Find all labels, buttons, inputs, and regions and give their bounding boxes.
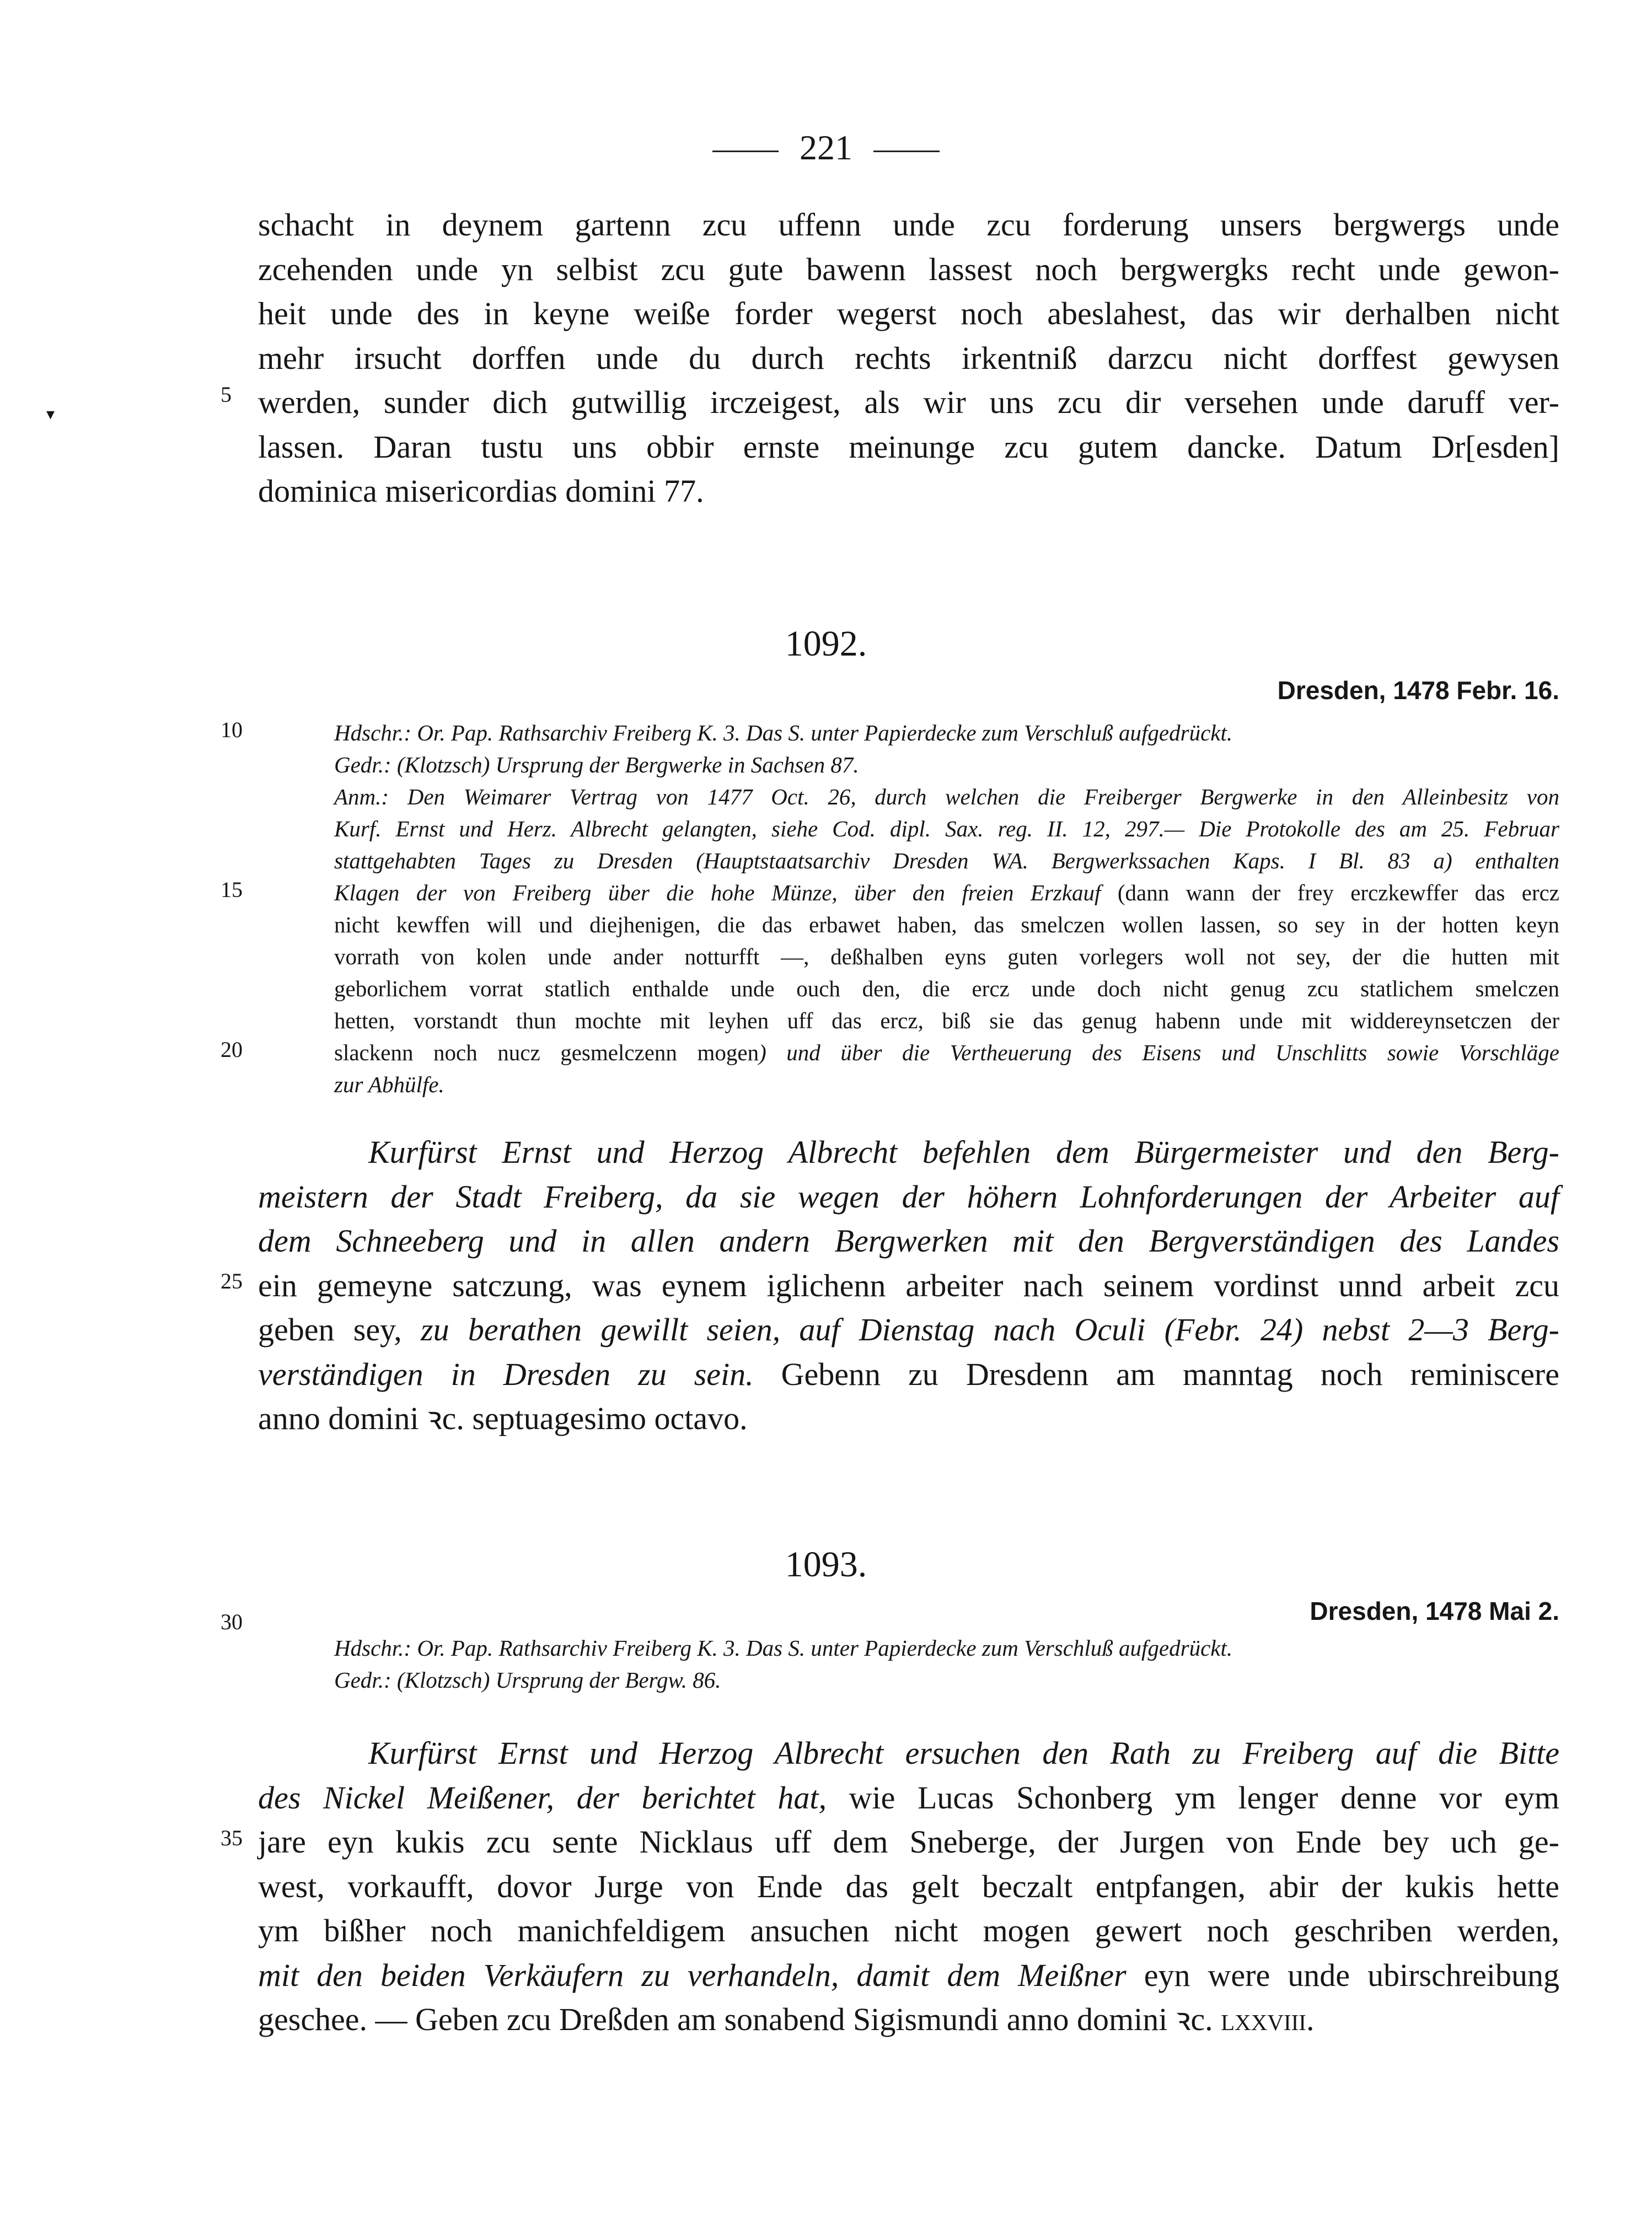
note-anm: zur Abhülfe. xyxy=(334,1072,444,1097)
line-number: 25 xyxy=(221,1269,243,1293)
text-line: schacht in deynem gartenn zcu uffenn unde zcu forderung unsers bergwergs unde xyxy=(258,207,1559,243)
line-number: 35 xyxy=(221,1826,243,1850)
text-roman: geben sey, xyxy=(258,1312,421,1347)
text-roman: geschee. — Geben zcu Dreßden am sonabend Sigismundi anno domini ꝛc. xyxy=(258,2001,1221,2037)
note-hdschr: Hdschr.: Or. Pap. Rathsarchiv Freiberg K. 3. Das S. unter Papierdecke zum Verschluß aufgedrückt. xyxy=(334,720,1233,745)
text-line xyxy=(258,1352,1559,1397)
note-anm-part: Kurf. Ernst und Herz. Albrecht gelangten, siehe Cod. dipl. Sax. reg. II. 12, 297.— Die Protokolle des am 25. Februar xyxy=(334,816,1559,841)
line-number: 20 xyxy=(221,1037,243,1062)
text-line xyxy=(258,1953,1559,1998)
note-anm xyxy=(334,877,1559,909)
text-line: jare eyn kukis zcu sente Nicklaus uff dem Sneberge, der Jurgen von Ende bey uch ge- xyxy=(258,1824,1559,1860)
text-line: anno domini ꝛc. septuagesimo octavo. xyxy=(258,1400,748,1436)
continuation-text xyxy=(258,203,1559,514)
text-line: ein gemeyne satczung, was eynem iglichenn arbeiter nach seinem vordinst unnd arbeit zcu xyxy=(258,1267,1559,1303)
doc-1092-notes xyxy=(334,717,1559,1100)
note-gedr: Gedr.: (Klotzsch) Ursprung der Bergw. 86. xyxy=(334,1667,721,1693)
doc-1093-body xyxy=(258,1731,1559,2042)
text-roman: eyn were unde ubirschreibung xyxy=(1126,1957,1559,1993)
text-line xyxy=(258,1776,1559,1821)
text-line: dominica misericordias domini 77. xyxy=(258,473,704,509)
line-number: 15 xyxy=(221,877,243,902)
note-anm-italic: ) und über die Vertheuerung des Eisens und Unschlitts sowie Vorschläge xyxy=(759,1040,1559,1065)
text-line: Kurfürst Ernst und Herzog Albrecht ersuchen den Rath zu Freiberg auf die Bitte xyxy=(368,1735,1559,1771)
text-italic: verständigen in Dresden zu sein. xyxy=(258,1356,754,1392)
text-smallcaps: lxxviii. xyxy=(1221,2001,1315,2037)
text-italic: mit den beiden Verkäufern zu verhandeln, damit dem Meißner xyxy=(258,1957,1127,1993)
header-rule-left xyxy=(712,151,779,152)
doc-1093-notes xyxy=(334,1632,1559,1696)
note-gedr: Gedr.: (Klotzsch) Ursprung der Bergwerke in Sachsen 87. xyxy=(334,752,859,777)
note-anm xyxy=(334,813,1559,845)
text-italic: des Nickel Meißener, der berichtet hat, xyxy=(258,1779,827,1816)
note-anm-italic: Klagen der von Freiberg über die hohe Münze, über den freien Erzkauf xyxy=(334,880,1101,905)
text-line: meistern der Stadt Freiberg, da sie wegen der höhern Lohnforderungen der Arbeiter auf xyxy=(258,1178,1559,1215)
text-line: zcehenden unde yn selbist zcu gute bawenn lassest noch bergwergks recht unde gewon- xyxy=(258,251,1559,287)
text-line xyxy=(258,1308,1559,1352)
note-anm-roman: slackenn noch nucz gesmelczenn mogen xyxy=(334,1040,759,1065)
note-anm-roman: (dann wann der frey erczkewffer das ercz xyxy=(1101,880,1559,905)
text-line: west, vorkaufft, dovor Jurge von Ende das gelt beczalt entpfangen, abir der kukis hette xyxy=(258,1868,1559,1904)
doc-1092-number: 1092. xyxy=(785,624,867,664)
text-line: dem Schneeberg und in allen andern Bergwerken mit den Bergverständigen des Landes xyxy=(258,1223,1559,1259)
doc-1093-place-date: Dresden, 1478 Mai 2. xyxy=(1310,1597,1559,1625)
margin-mark: ▾ xyxy=(46,405,55,423)
note-anm xyxy=(334,1037,1559,1069)
text-line: mehr irsucht dorffen unde du durch rechts irkentniß darzcu nicht dorffest gewysen xyxy=(258,340,1559,376)
line-number: 30 xyxy=(221,1609,243,1634)
page-header xyxy=(0,126,1652,170)
text-line: heit unde des in keyne weiße forder wegerst noch abeslahest, das wir derhalben nicht xyxy=(258,296,1559,331)
text-roman: wie Lucas Schonberg ym lenger denne vor eym xyxy=(827,1779,1559,1816)
doc-1092-body xyxy=(258,1130,1559,1441)
text-roman: Gebenn zu Dresdenn am manntag noch reminiscere xyxy=(753,1356,1559,1392)
note-hdschr: Hdschr.: Or. Pap. Rathsarchiv Freiberg K. 3. Das S. unter Papierdecke zum Verschluß aufgedrückt. xyxy=(334,1635,1233,1661)
note-anm: hetten, vorstandt thun mochte mit leyhen uff das ercz, biß sie das genug habenn unde mit widdereynsetczen der xyxy=(334,1008,1559,1033)
text-line: werden, sunder dich gutwillig irczeigest, als wir uns zcu dir versehen unde daruff ver- xyxy=(258,384,1559,420)
doc-1092-place-date: Dresden, 1478 Febr. 16. xyxy=(1277,676,1559,705)
line-number: 10 xyxy=(221,717,243,742)
text-line: ym bißher noch manichfeldigem ansuchen nicht mogen gewert noch geschriben werden, xyxy=(258,1913,1559,1948)
header-rule-right xyxy=(873,151,940,152)
page-number: 221 xyxy=(800,128,852,167)
text-italic: zu berathen gewillt seien, auf Dienstag nach Oculi (Febr. 24) nebst 2—3 Berg- xyxy=(421,1312,1559,1347)
note-anm: stattgehabten Tages zu Dresden (Hauptstaatsarchiv Dresden WA. Bergwerkssachen Kaps. I Bl. 83 a) enthalten xyxy=(334,848,1559,873)
text-line: Kurfürst Ernst und Herzog Albrecht befehlen dem Bürgermeister und den Berg- xyxy=(368,1134,1559,1170)
line-number: 5 xyxy=(221,382,232,407)
note-anm: nicht kewffen will und diejhenigen, die das erbawet haben, das smelczen wollen lassen, so sey in der hotten keyn xyxy=(334,912,1559,937)
note-anm: vorrath von kolen unde ander notturfft —, deßhalben eyns guten vorlegers woll not sey, der die hutten mit xyxy=(334,944,1559,969)
note-anm: Anm.: Den Weimarer Vertrag von 1477 Oct. 26, durch welchen die Freiberger Bergwerke in den Alleinbesitz von xyxy=(334,784,1559,809)
doc-1093-number: 1093. xyxy=(785,1544,867,1585)
text-line xyxy=(258,1998,1559,2042)
note-anm: geborlichem vorrat statlich enthalde unde ouch den, die ercz unde doch nicht genug zcu statlichem smelczen xyxy=(334,976,1559,1001)
text-line: lassen. Daran tustu uns obbir ernste meinunge zcu gutem dancke. Datum Dr[esden] xyxy=(258,428,1559,465)
